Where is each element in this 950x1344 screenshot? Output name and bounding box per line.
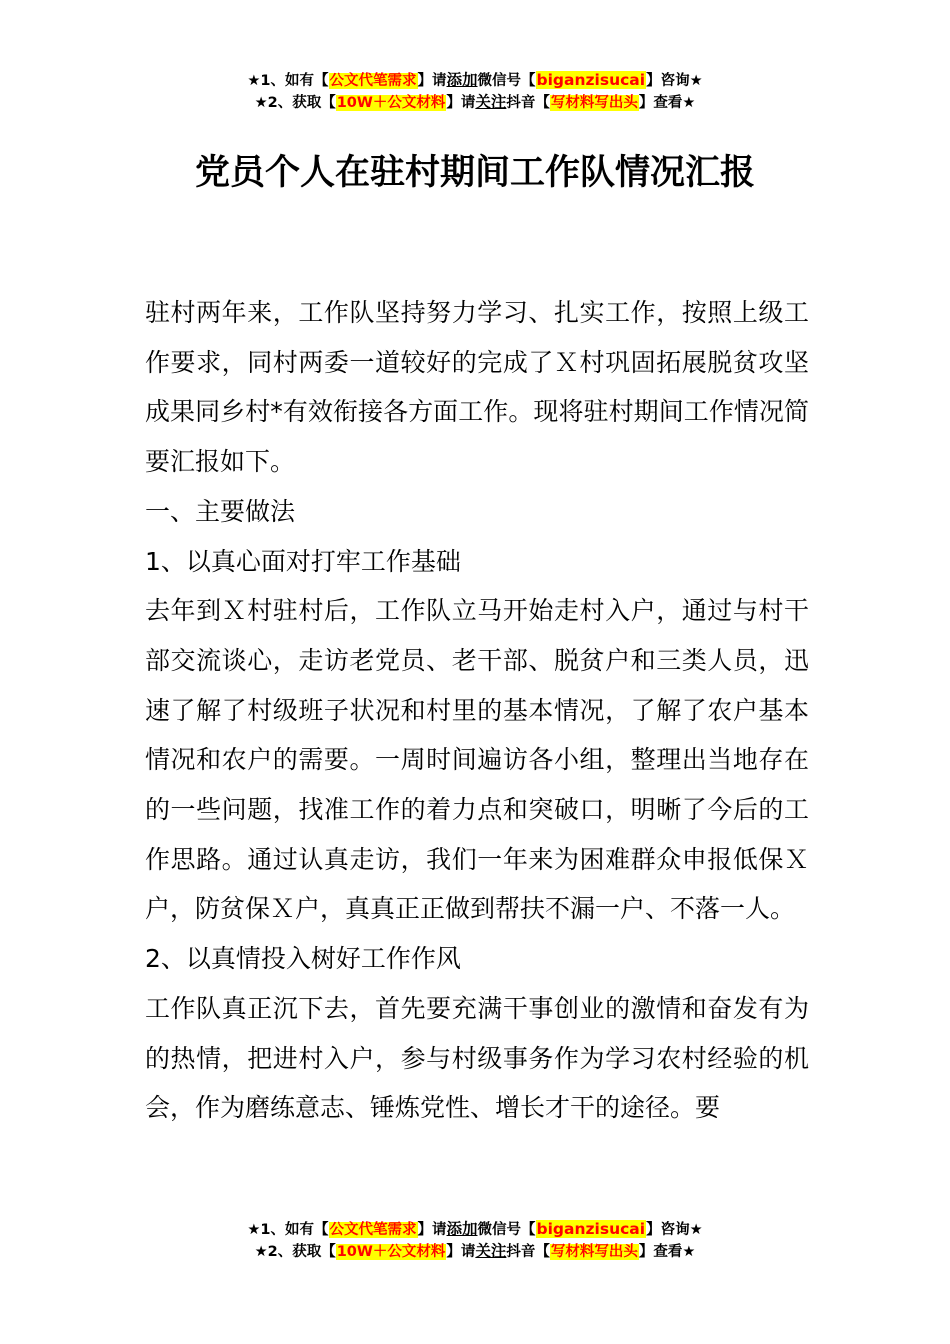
section-heading: 一、主要做法 <box>145 496 296 526</box>
header-banner <box>0 69 950 113</box>
body-paragraph: 工作队真正沉下去，首先要充满干事创业的激情和奋发有为的热情，把进村入户，参与村级事务作为学习农村经验的机会，作为磨练意志、锤炼党性、增长才干的途径。要 <box>145 993 809 1123</box>
banner-douyin-id: 写材料写出头 <box>550 95 638 111</box>
document-body <box>145 288 809 1133</box>
banner-highlight: 10W＋公文材料 <box>336 95 446 111</box>
banner-highlight: 10W＋公文材料 <box>336 1244 446 1260</box>
banner-highlight: 公文代笔需求 <box>329 73 417 89</box>
footer-banner <box>0 1218 950 1262</box>
subsection-heading: 1、以真心面对打牢工作基础 <box>145 546 461 576</box>
document-title: 党员个人在驻村期间工作队情况汇报 <box>194 153 755 193</box>
banner-wechat-id: biganzisucai <box>536 1220 646 1238</box>
banner-line-1: ★1、如有【公文代笔需求】请添加微信号【biganzisucai】咨询★ <box>247 71 703 89</box>
banner-line-2: ★2、获取【10W＋公文材料】请关注抖音【写材料写出头】查看★ <box>254 93 696 111</box>
banner-line-2: ★2、获取【10W＋公文材料】请关注抖音【写材料写出头】查看★ <box>254 1242 696 1260</box>
banner-wechat-id: biganzisucai <box>536 71 646 89</box>
banner-highlight: 公文代笔需求 <box>329 1222 417 1238</box>
banner-douyin-id: 写材料写出头 <box>550 1244 638 1260</box>
body-paragraph: 驻村两年来，工作队坚持努力学习、扎实工作，按照上级工作要求，同村两委一道较好的完成了Ｘ村巩固拓展脱贫攻坚成果同乡村*有效衔接各方面工作。现将驻村期间工作情况简要汇报如下。 <box>145 298 809 477</box>
subsection-heading: 2、以真情投入树好工作作风 <box>145 944 461 974</box>
body-paragraph: 去年到Ｘ村驻村后，工作队立马开始走村入户，通过与村干部交流谈心，走访老党员、老干部、脱贫户和三类人员，迅速了解了村级班子状况和村里的基本情况，了解了农户基本情况和农户的需要。一周时间遍访各小组，整理出当地存在的一些问题，找准工作的着力点和突破口，明晰了今后的工作思路。通过认真走访，我们一年来为困难群众申报低保Ｘ户，防贫保Ｘ户，真真正正做到帮扶不漏一户、不落一人。 <box>145 596 809 924</box>
banner-line-1: ★1、如有【公文代笔需求】请添加微信号【biganzisucai】咨询★ <box>247 1220 703 1238</box>
